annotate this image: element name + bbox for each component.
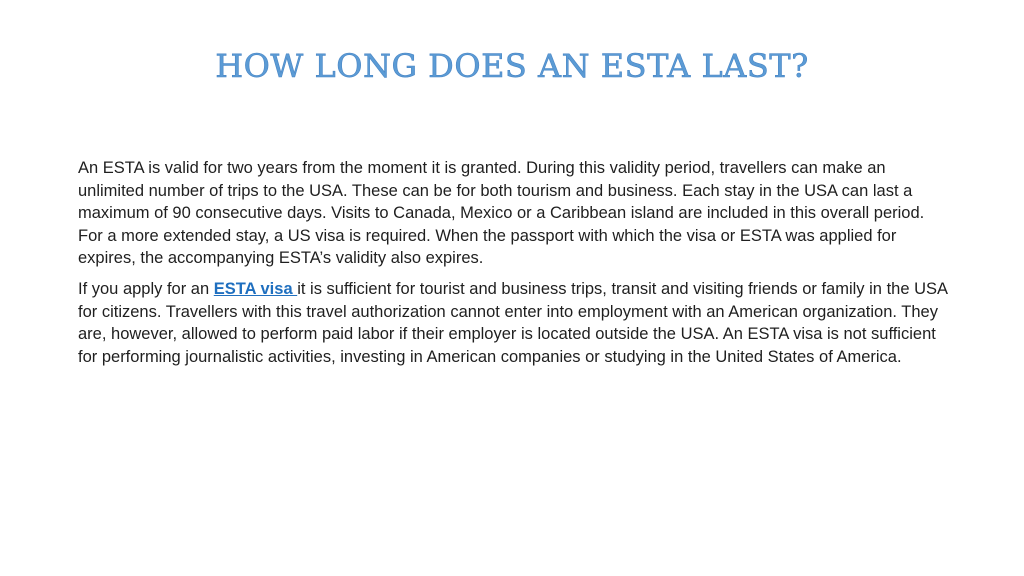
paragraph-validity: An ESTA is valid for two years from the moment it is granted. During this validity period, travellers can make an unlimited number of trips to the USA. These can be for both tourism and business. Each stay in the USA can last a maximum of 90 consecutive days. Visits to Canada, Mexico or a Caribbean island are included in this overall period. For a more extended stay, a US visa is required. When the passport with which the visa or ESTA was applied for expires, the accompanying ESTA’s validity also expires.	[78, 159, 925, 268]
paragraph-intro-text: If you apply for an	[78, 279, 214, 298]
esta-visa-link[interactable]: ESTA visa	[213, 279, 298, 298]
body-text	[78, 157, 948, 376]
paragraph-rest-text: it is sufficient for tourist and business trips, transit and visiting friends or family in the USA for citizens. Travellers with this travel authorization cannot enter into employment with an American organization. They are, however, allowed to perform paid labor if their employer is located outside the USA. An ESTA visa is not sufficient for performing journalistic activities, investing in American companies or studying in the United States of America.	[78, 279, 948, 366]
slide-title: HOW LONG DOES AN ESTA LAST?	[215, 47, 809, 85]
paragraph-esta-visa	[78, 278, 948, 368]
